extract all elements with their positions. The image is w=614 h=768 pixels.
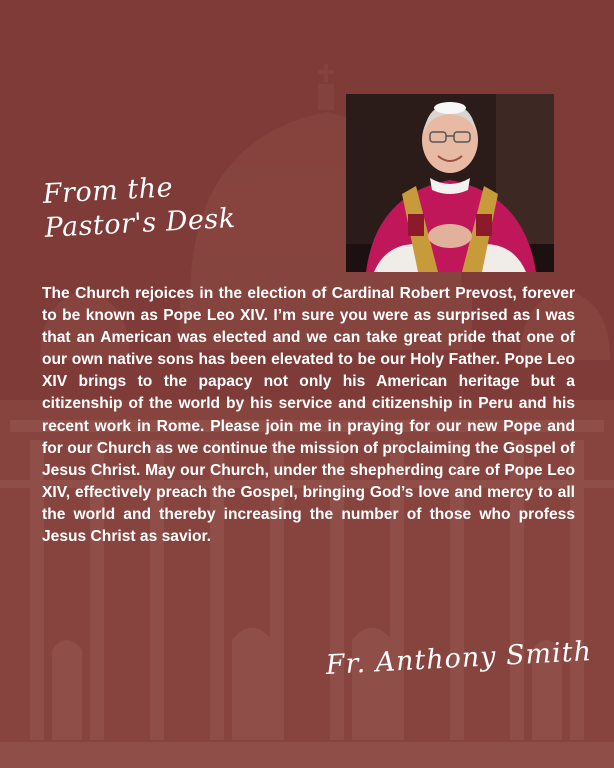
heading-line-1: From the: [42, 172, 174, 210]
section-heading: [42, 165, 285, 245]
heading-line-2: Pastor's Desk: [43, 202, 237, 244]
pope-portrait-photo: [346, 94, 554, 272]
pastor-message-paragraph: The Church rejoices in the election of Cardinal Robert Prevost, forever to be known as Pope Leo XIV. I’m sure you were as surprised as I was that an American was elected and we can take great pride that one of our own native sons has been elevated to be our Holy Father. Pope Leo XIV brings to the papacy not only his American heritage but a citizenship of the world by his service and citizenship in Peru and his recent work in Rome. Please join me in praying for our new Pope and for our Church as we continue the mission of proclaiming the Gospel of Jesus Christ. May our Church, under the shepherding care of Pope Leo XIV, effectively preach the Gospel, bringing God’s love and mercy to all the world and thereby increasing the number of those who profess Jesus Christ as savior.: [42, 285, 575, 546]
pastor-signature: Fr. Anthony Smith: [325, 636, 593, 681]
pope-portrait-illustration: [346, 94, 554, 272]
